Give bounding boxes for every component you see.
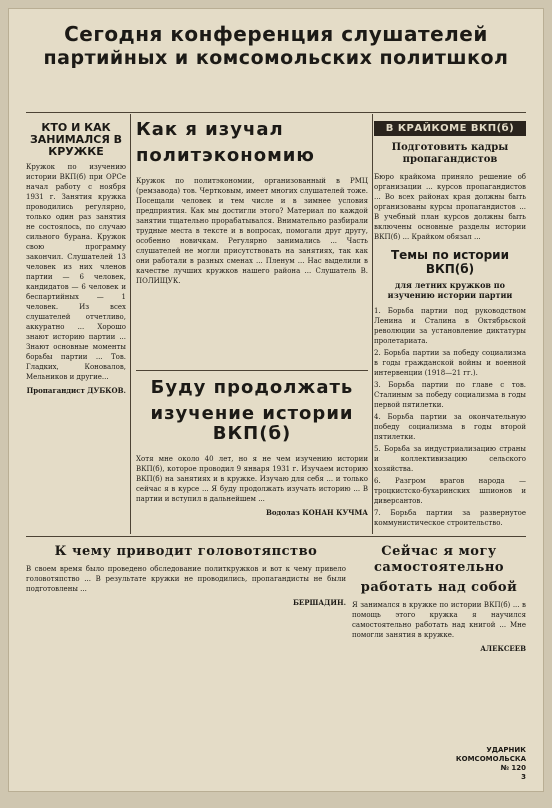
bottom-left-signature: БЕРШАДИН. [292,598,346,607]
middle-rule [136,370,368,371]
right-subtitle: Подготовить кадры пропагандистов [391,142,509,165]
middle-article1-title-2: политэкономию [136,145,315,166]
column-separator-right [372,114,373,534]
footer-stamp-line-2: № 120 [500,764,526,772]
topic-item: 3. Борьба партии по главе с тов. Сталиным за победу социализма в годы первой пятилетки. [374,381,526,409]
topic-item: 7. Борьба партии за развернутое коммунистическое строительство. [374,509,526,527]
left-article [26,120,126,530]
bottom-right-title-1: Сейчас я могу самостоятельно [373,544,505,575]
column-separator-left [130,114,131,534]
header-rule [26,112,526,113]
topics-list [374,306,526,528]
section-bar: В КРАЙКОМЕ ВКП(б) [374,121,526,136]
middle-article2-title-1: Буду продолжать [150,377,354,398]
newspaper-page [8,8,544,792]
bottom-right-text: Я занимался в кружке по истории ВКП(б) ... в помощь этого кружка я научился самостоятельно работать над книгой ... Мне помогли занятия в кружке. [352,601,526,639]
footer-stamp [436,746,526,782]
left-article-text: Кружок по изучению истории ВКП(б) при ОРСе начал работу с ноября 1931 г. Занятия кружка проводились регулярно, только один раз занятия не состоялось, по случаю сильного бурана. Кружок свою программу закончил. Слушателей 13 человек из них членов партии — 6 человек, кандидатов — 6 человек и беспартийных — 1 человек. Из всех слушателей отчетливо, аккуратно ... Хорошо знают историю партии ... Знают основные моменты борьбы партии ... Тов. Гладких, Коновалов, Мельников и другие... [26,163,126,381]
middle-article2-text: Хотя мне около 40 лет, но я не чем изучению истории ВКП(б), которое проводил 9 января 1931 г. Изучаем историю ВКП(б) на занятиях и в кружке. Изучаю для себя ... и только сейчас я в курсе ... Я буду продолжать изучать историю ... В партии и вступил в дальнейшем ... [136,455,368,503]
bottom-right-article [352,542,526,752]
topic-item: 6. Разгром врагов народа — троцкистско-бухаринских шпионов и диверсантов. [374,477,526,505]
topic-item: 2. Борьба партии за победу социализма в годы гражданской войны и военной интервенции (1918—21 гг.). [374,349,526,377]
middle-article1-title-1: Как я изучал [136,120,284,140]
bottom-rule [26,536,526,537]
middle-article1-text: Кружок по политэкономии, организованный в РМЦ (ремзавода) тов. Чертковым, имеет многих слушателей тоже. Посещали человек и тем числе и в зимнее условия предприятия. Как мы достигли этого? Материал по каждой занятии тщательно прорабатывался. Внимательно разбирали трудные места в тексте и в вопросах, помогали друг другу, особенно новичкам. Регулярно занимались ... Часть слушателей не могли присутствовать на занятиях, так как они работали в разных сменах ... Пленум ... Нас выделили в качестве лучших кружков нашего района ... Слушатель В. ПОЛИЩУК. [136,177,368,285]
bottom-left-article [26,542,346,772]
right-text: Бюро крайкома приняло решение об организации ... курсов пропагандистов ... Во всех районах края должны быть организованы курсы пропагандистов ... В учебный план курсов должны быть включены основные разделы истории ВКП(б) ... Крайком обязал ... [374,173,526,241]
header-line-2: партийных и комсомольских политшкол [43,47,509,69]
topics-subtitle: для летних кружков по изучению истории партии [387,280,513,300]
bottom-left-title: К чему приводит головотяпство [54,544,318,559]
left-article-signature: Пропагандист ДУБКОВ. [26,386,126,395]
middle-article2 [136,378,368,517]
topics-title: Темы по истории ВКП(б) [390,248,509,276]
middle-article2-signature: Водолаз КОНАН КУЧМА [265,508,368,517]
topic-item: 5. Борьба за индустриализацию страны и коллективизацию сельского хозяйства. [374,445,526,473]
topic-item: 1. Борьба партии под руководством Ленина и Сталина в Октябрьской революции за установление диктатуры пролетариата. [374,307,526,345]
middle-article2-title-2: изучение истории ВКП(б) [150,403,354,444]
page-number: 3 [521,773,526,781]
footer-stamp-line-1: УДАРНИК КОМСОМОЛЬСКА [455,746,526,763]
right-column [374,138,526,534]
middle-column [136,120,368,530]
left-article-title: КТО И КАК ЗАНИМАЛСЯ В КРУЖКЕ [29,121,123,158]
header-line-1: Сегодня конференция слушателей [64,22,488,46]
topic-item: 4. Борьба партии за окончательную победу социализма в годы второй пятилетки. [374,413,526,441]
bottom-right-title-2: работать над собой [360,580,518,595]
page-header [26,22,526,110]
bottom-left-text: В своем время было проведено обследование политкружков и вот к чему привело головотяпство ... В результате кружки не проводились, пропагандисты не были подготовлены ... [26,565,346,593]
bottom-right-signature: АЛЕКСЕЕВ [480,644,526,653]
